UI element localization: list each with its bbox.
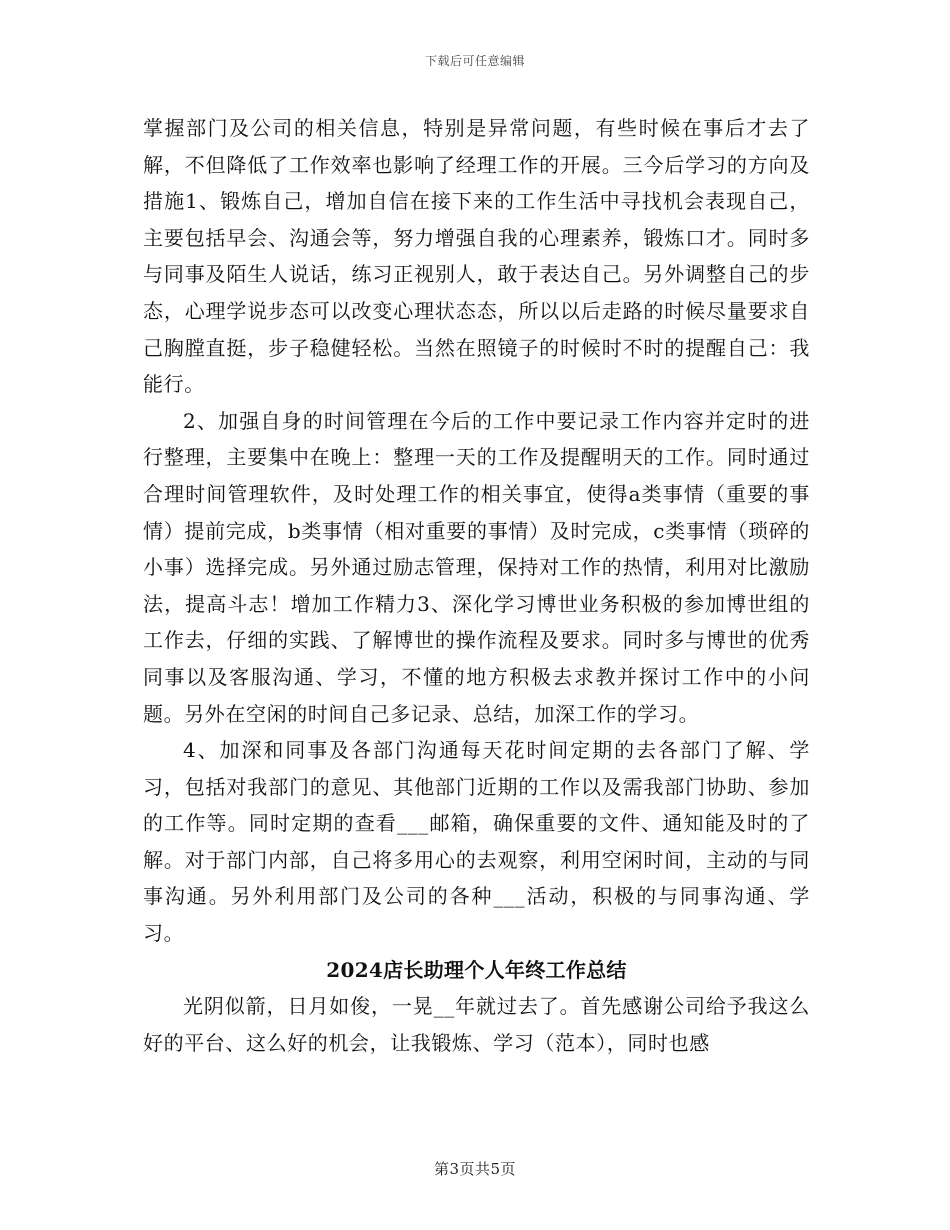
intro-paragraph: 光阴似箭，日月如俊，一晃__年就过去了。首先感谢公司给予我这么好的平台、这么好的机会，让我锻炼、学习（范本），同时也感 (143, 994, 810, 1055)
body-paragraph: 4、加深和同事及各部门沟通每天花时间定期的去各部门了解、学习，包括对我部门的意见、其他部门近期的工作以及需我部门协助、参加的工作等。同时定期的查看___邮箱，确保重要的文件、通知能及时的了解。对于部门内部，自己将多用心的去观察，利用空闲时间，主动的与同事沟通。另外利用部门及公司的各种___活动，积极的与同事沟通、学习。 (143, 738, 810, 946)
page-footer: 第3页共5页 (433, 1160, 517, 1178)
document-body (143, 110, 810, 1061)
body-paragraph: 掌握部门及公司的相关信息，特别是异常问题，有些时候在事后才去了解，不但降低了工作效率也影响了经理工作的开展。三今后学习的方向及措施1、锻炼自己，增加自信在接下来的工作生活中寻找机会表现自己，主要包括早会、沟通会等，努力增强自我的心理素养，锻炼口才。同时多与同事及陌生人说话，练习正视别人，敢于表达自己。另外调整自己的步态，心理学说步态可以改变心理状态态，所以以后走路的时候尽量要求自己胸膛直挺，步子稳健轻松。当然在照镜子的时候时不时的提醒自己：我能行。 (143, 116, 810, 397)
body-paragraph: 2、加强自身的时间管理在今后的工作中要记录工作内容并定时的进行整理，主要集中在晚上：整理一天的工作及提醒明天的工作。同时通过合理时间管理软件，及时处理工作的相关事宜，使得a类事情（重要的事情）提前完成，b类事情（相对重要的事情）及时完成，c类事情（琐碎的小事）选择完成。另外通过励志管理，保持对工作的热情，利用对比激励法，提高斗志！增加工作精力3、深化学习博世业务积极的参加博世组的工作去，仔细的实践、了解博世的操作流程及要求。同时多与博世的优秀同事以及客服沟通、学习，不懂的地方积极去求教并探讨工作中的小问题。另外在空闲的时间自己多记录、总结，加深工作的学习。 (143, 408, 810, 726)
section-title: 2024店长助理个人年终工作总结 (326, 957, 627, 982)
page-header: 下载后可任意编辑 (424, 54, 525, 68)
